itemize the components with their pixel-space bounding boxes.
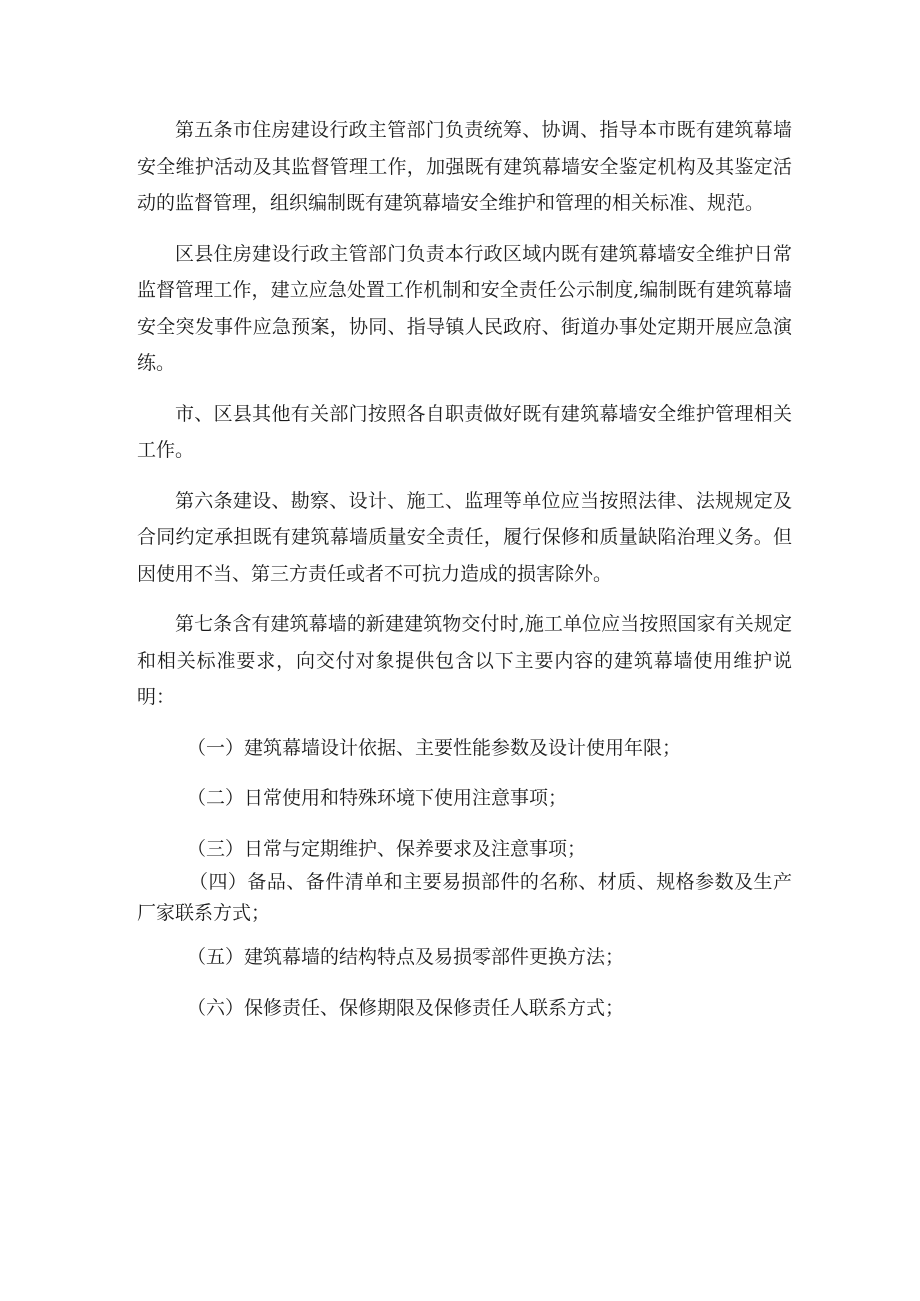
list-item-2: （二）日常使用和特殊环境下使用注意事项；	[187, 787, 568, 809]
list-item-1: （一）建筑幕墙设计依据、主要性能参数及设计使用年限；	[187, 736, 682, 759]
paragraph-article-6: 第六条建设、勘察、设计、施工、监理等单位应当按照法律、法规规定及合同约定承担既有建筑幕墙质量安全责任，履行保修和质量缺陷治理义务。但因使用不当、第三方责任或者不可抗力造成的损害除外。	[137, 489, 792, 585]
list-item-6: （六）保修责任、保修期限及保修责任人联系方式；	[187, 996, 625, 1019]
list-item-3: （三）日常与定期维护、保养要求及注意事项；	[187, 837, 587, 860]
paragraph-district-duties: 区县住房建设行政主管部门负责本行政区域内既有建筑幕墙安全维护日常监督管理工作，建立应急处置工作机制和安全责任公示制度,编制既有建筑幕墙安全突发事件应急预案，协同、指导镇人民政府、街道办事处定期开展应急演练。	[137, 242, 792, 374]
list-item-5: （五）建筑幕墙的结构特点及易损零部件更换方法；	[187, 946, 625, 968]
paragraph-other-departments: 市、区县其他有关部门按照各自职责做好既有建筑幕墙安全维护管理相关工作。	[137, 402, 792, 461]
list-item-4: （四）备品、备件清单和主要易损部件的名称、材质、规格参数及生产厂家联系方式；	[137, 871, 792, 924]
paragraph-article-5: 第五条市住房建设行政主管部门负责统筹、协调、指导本市既有建筑幕墙安全维护活动及其监督管理工作，加强既有建筑幕墙安全鉴定机构及其鉴定活动的监督管理，组织编制既有建筑幕墙安全维护和管理的相关标准、规范。	[137, 119, 792, 214]
paragraph-article-7: 第七条含有建筑幕墙的新建建筑物交付时,施工单位应当按照国家有关规定和相关标准要求，向交付对象提供包含以下主要内容的建筑幕墙使用维护说明：	[137, 613, 792, 708]
